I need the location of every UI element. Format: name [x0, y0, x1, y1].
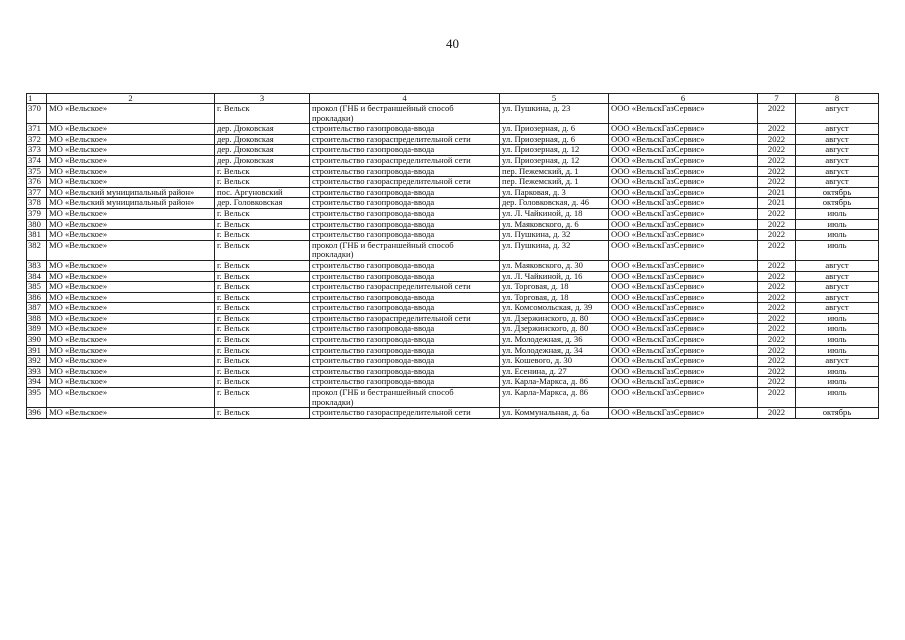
locality-cell: г. Вельск — [215, 408, 310, 419]
address-cell: ул. Молодежная, д. 34 — [500, 345, 609, 356]
municipality-cell: МО «Вельское» — [47, 155, 215, 166]
year-cell: 2022 — [758, 104, 796, 124]
row-number-cell: 371 — [27, 124, 47, 135]
row-number-cell: 376 — [27, 177, 47, 188]
row-number-cell: 377 — [27, 187, 47, 198]
address-cell: ул. Дзержинского, д. 80 — [500, 313, 609, 324]
year-cell: 2022 — [758, 282, 796, 293]
row-number-cell: 375 — [27, 166, 47, 177]
municipality-cell: МО «Вельское» — [47, 240, 215, 260]
table-row — [27, 230, 879, 241]
row-number-cell: 386 — [27, 292, 47, 303]
locality-cell: г. Вельск — [215, 292, 310, 303]
contractor-cell: ООО «ВельскГазСервис» — [609, 388, 758, 408]
page-number: 40 — [446, 36, 459, 51]
address-cell: ул. Молодежная, д. 36 — [500, 335, 609, 346]
work-type-cell: строительство газопровода-ввода — [310, 198, 500, 209]
municipality-cell: МО «Вельское» — [47, 219, 215, 230]
work-type-cell: строительство газопровода-ввода — [310, 208, 500, 219]
table-row — [27, 388, 879, 408]
column-number: 4 — [310, 94, 500, 104]
table-row — [27, 177, 879, 188]
contractor-cell: ООО «ВельскГазСервис» — [609, 335, 758, 346]
column-number-row — [27, 94, 879, 104]
address-cell: ул. Карла-Маркса, д. 86 — [500, 388, 609, 408]
month-cell: октябрь — [796, 408, 879, 419]
work-type-cell: строительство газораспределительной сети — [310, 282, 500, 293]
column-number: 1 — [27, 94, 47, 104]
municipality-cell: МО «Вельское» — [47, 303, 215, 314]
work-type-cell: строительство газопровода-ввода — [310, 345, 500, 356]
table-row — [27, 335, 879, 346]
locality-cell: дер. Дюковская — [215, 134, 310, 145]
table-row — [27, 282, 879, 293]
address-cell: ул. Комсомольская, д. 39 — [500, 303, 609, 314]
municipality-cell: МО «Вельское» — [47, 134, 215, 145]
municipality-cell: МО «Вельское» — [47, 271, 215, 282]
work-type-cell: строительство газопровода-ввода — [310, 303, 500, 314]
row-number-cell: 380 — [27, 219, 47, 230]
contractor-cell: ООО «ВельскГазСервис» — [609, 240, 758, 260]
address-cell: ул. Л. Чайкиной, д. 16 — [500, 271, 609, 282]
work-type-cell: прокол (ГНБ и бестраншейный способ прокладки) — [310, 388, 500, 408]
contractor-cell: ООО «ВельскГазСервис» — [609, 377, 758, 388]
year-cell: 2022 — [758, 335, 796, 346]
month-cell: август — [796, 104, 879, 124]
locality-cell: г. Вельск — [215, 166, 310, 177]
municipality-cell: МО «Вельское» — [47, 324, 215, 335]
month-cell: август — [796, 292, 879, 303]
month-cell: август — [796, 282, 879, 293]
month-cell: июль — [796, 219, 879, 230]
row-number-cell: 391 — [27, 345, 47, 356]
row-number-cell: 379 — [27, 208, 47, 219]
address-cell: ул. Дзержинского, д. 80 — [500, 324, 609, 335]
month-cell: август — [796, 303, 879, 314]
year-cell: 2022 — [758, 219, 796, 230]
year-cell: 2022 — [758, 356, 796, 367]
row-number-cell: 396 — [27, 408, 47, 419]
contractor-cell: ООО «ВельскГазСервис» — [609, 208, 758, 219]
contractor-cell: ООО «ВельскГазСервис» — [609, 145, 758, 156]
row-number-cell: 381 — [27, 230, 47, 241]
municipality-cell: МО «Вельский муниципальный район» — [47, 198, 215, 209]
year-cell: 2021 — [758, 198, 796, 209]
address-cell: ул. Приозерная, д. 6 — [500, 134, 609, 145]
work-type-cell: строительство газораспределительной сети — [310, 155, 500, 166]
year-cell: 2022 — [758, 124, 796, 135]
table-row — [27, 219, 879, 230]
table-row — [27, 104, 879, 124]
column-number: 5 — [500, 94, 609, 104]
row-number-cell: 389 — [27, 324, 47, 335]
contractor-cell: ООО «ВельскГазСервис» — [609, 345, 758, 356]
table-row — [27, 187, 879, 198]
locality-cell: г. Вельск — [215, 177, 310, 188]
work-type-cell: строительство газопровода-ввода — [310, 145, 500, 156]
column-number: 2 — [47, 94, 215, 104]
municipality-cell: МО «Вельское» — [47, 408, 215, 419]
address-cell: ул. Приозерная, д. 6 — [500, 124, 609, 135]
month-cell: июль — [796, 230, 879, 241]
municipality-cell: МО «Вельское» — [47, 208, 215, 219]
municipality-cell: МО «Вельский муниципальный район» — [47, 187, 215, 198]
year-cell: 2022 — [758, 388, 796, 408]
address-cell: ул. Карла-Маркса, д. 86 — [500, 377, 609, 388]
work-type-cell: прокол (ГНБ и бестраншейный способ прокладки) — [310, 104, 500, 124]
row-number-cell: 385 — [27, 282, 47, 293]
locality-cell: г. Вельск — [215, 230, 310, 241]
column-number: 6 — [609, 94, 758, 104]
contractor-cell: ООО «ВельскГазСервис» — [609, 282, 758, 293]
table-row — [27, 356, 879, 367]
locality-cell: пос. Аргуновский — [215, 187, 310, 198]
month-cell: июль — [796, 240, 879, 260]
address-cell: ул. Приозерная, д. 12 — [500, 145, 609, 156]
row-number-cell: 392 — [27, 356, 47, 367]
table-row — [27, 208, 879, 219]
address-cell: ул. Кошевого, д. 30 — [500, 356, 609, 367]
work-type-cell: строительство газораспределительной сети — [310, 177, 500, 188]
month-cell: июль — [796, 388, 879, 408]
year-cell: 2021 — [758, 187, 796, 198]
work-type-cell: строительство газопровода-ввода — [310, 377, 500, 388]
contractor-cell: ООО «ВельскГазСервис» — [609, 292, 758, 303]
column-number: 3 — [215, 94, 310, 104]
locality-cell: дер. Дюковская — [215, 155, 310, 166]
locality-cell: г. Вельск — [215, 313, 310, 324]
month-cell: август — [796, 166, 879, 177]
work-type-cell: строительство газопровода-ввода — [310, 230, 500, 241]
row-number-cell: 388 — [27, 313, 47, 324]
year-cell: 2022 — [758, 134, 796, 145]
municipality-cell: МО «Вельское» — [47, 230, 215, 241]
contractor-cell: ООО «ВельскГазСервис» — [609, 271, 758, 282]
table-row — [27, 292, 879, 303]
year-cell: 2022 — [758, 166, 796, 177]
address-cell: ул. Маяковского, д. 30 — [500, 260, 609, 271]
municipality-cell: МО «Вельское» — [47, 177, 215, 188]
municipality-cell: МО «Вельское» — [47, 356, 215, 367]
contractor-cell: ООО «ВельскГазСервис» — [609, 134, 758, 145]
row-number-cell: 370 — [27, 104, 47, 124]
address-cell: ул. Пушкина, д. 32 — [500, 240, 609, 260]
month-cell: июль — [796, 208, 879, 219]
municipality-cell: МО «Вельское» — [47, 124, 215, 135]
month-cell: август — [796, 177, 879, 188]
table-row — [27, 324, 879, 335]
table-row — [27, 260, 879, 271]
row-number-cell: 387 — [27, 303, 47, 314]
locality-cell: г. Вельск — [215, 208, 310, 219]
table-row — [27, 345, 879, 356]
table-body — [27, 94, 879, 419]
municipality-cell: МО «Вельское» — [47, 313, 215, 324]
month-cell: август — [796, 271, 879, 282]
municipality-cell: МО «Вельское» — [47, 345, 215, 356]
year-cell: 2022 — [758, 230, 796, 241]
month-cell: август — [796, 145, 879, 156]
month-cell: июль — [796, 324, 879, 335]
locality-cell: дер. Дюковская — [215, 145, 310, 156]
contractor-cell: ООО «ВельскГазСервис» — [609, 324, 758, 335]
year-cell: 2022 — [758, 408, 796, 419]
table-row — [27, 271, 879, 282]
table-row — [27, 198, 879, 209]
year-cell: 2022 — [758, 303, 796, 314]
locality-cell: г. Вельск — [215, 345, 310, 356]
locality-cell: г. Вельск — [215, 219, 310, 230]
year-cell: 2022 — [758, 324, 796, 335]
month-cell: август — [796, 260, 879, 271]
year-cell: 2022 — [758, 145, 796, 156]
locality-cell: дер. Дюковская — [215, 124, 310, 135]
contractor-cell: ООО «ВельскГазСервис» — [609, 124, 758, 135]
contractor-cell: ООО «ВельскГазСервис» — [609, 166, 758, 177]
work-type-cell: строительство газопровода-ввода — [310, 335, 500, 346]
month-cell: август — [796, 356, 879, 367]
year-cell: 2022 — [758, 366, 796, 377]
month-cell: июль — [796, 377, 879, 388]
address-cell: ул. Торговая, д. 18 — [500, 292, 609, 303]
municipality-cell: МО «Вельское» — [47, 377, 215, 388]
month-cell: июль — [796, 345, 879, 356]
address-cell: ул. Пушкина, д. 32 — [500, 230, 609, 241]
row-number-cell: 373 — [27, 145, 47, 156]
contractor-cell: ООО «ВельскГазСервис» — [609, 313, 758, 324]
row-number-cell: 374 — [27, 155, 47, 166]
contractor-cell: ООО «ВельскГазСервис» — [609, 356, 758, 367]
table-row — [27, 166, 879, 177]
table-row — [27, 313, 879, 324]
table-row — [27, 408, 879, 419]
municipality-cell: МО «Вельское» — [47, 282, 215, 293]
work-type-cell: строительство газопровода-ввода — [310, 219, 500, 230]
address-cell: ул. Маяковского, д. 6 — [500, 219, 609, 230]
locality-cell: г. Вельск — [215, 271, 310, 282]
year-cell: 2022 — [758, 177, 796, 188]
work-type-cell: строительство газопровода-ввода — [310, 271, 500, 282]
table-row — [27, 124, 879, 135]
year-cell: 2022 — [758, 208, 796, 219]
municipality-cell: МО «Вельское» — [47, 366, 215, 377]
month-cell: июль — [796, 366, 879, 377]
locality-cell: г. Вельск — [215, 260, 310, 271]
locality-cell: г. Вельск — [215, 335, 310, 346]
work-type-cell: строительство газораспределительной сети — [310, 408, 500, 419]
locality-cell: дер. Головковская — [215, 198, 310, 209]
contractor-cell: ООО «ВельскГазСервис» — [609, 366, 758, 377]
contractor-cell: ООО «ВельскГазСервис» — [609, 177, 758, 188]
row-number-cell: 382 — [27, 240, 47, 260]
month-cell: октябрь — [796, 198, 879, 209]
year-cell: 2022 — [758, 313, 796, 324]
work-type-cell: строительство газопровода-ввода — [310, 166, 500, 177]
work-type-cell: строительство газопровода-ввода — [310, 124, 500, 135]
table-row — [27, 145, 879, 156]
column-number: 8 — [796, 94, 879, 104]
work-type-cell: строительство газопровода-ввода — [310, 292, 500, 303]
address-cell: дер. Головковская, д. 46 — [500, 198, 609, 209]
month-cell: август — [796, 134, 879, 145]
month-cell: август — [796, 155, 879, 166]
locality-cell: г. Вельск — [215, 240, 310, 260]
table-row — [27, 240, 879, 260]
table-row — [27, 377, 879, 388]
municipality-cell: МО «Вельское» — [47, 292, 215, 303]
month-cell: октябрь — [796, 187, 879, 198]
row-number-cell: 390 — [27, 335, 47, 346]
contractor-cell: ООО «ВельскГазСервис» — [609, 187, 758, 198]
year-cell: 2022 — [758, 377, 796, 388]
contractor-cell: ООО «ВельскГазСервис» — [609, 104, 758, 124]
year-cell: 2022 — [758, 155, 796, 166]
municipality-cell: МО «Вельское» — [47, 388, 215, 408]
address-cell: ул. Торговая, д. 18 — [500, 282, 609, 293]
contractor-cell: ООО «ВельскГазСервис» — [609, 155, 758, 166]
locality-cell: г. Вельск — [215, 356, 310, 367]
address-cell: ул. Л. Чайкиной, д. 18 — [500, 208, 609, 219]
work-type-cell: строительство газопровода-ввода — [310, 324, 500, 335]
contractor-cell: ООО «ВельскГазСервис» — [609, 260, 758, 271]
work-type-cell: строительство газораспределительной сети — [310, 313, 500, 324]
locality-cell: г. Вельск — [215, 104, 310, 124]
address-cell: ул. Парковая, д. 3 — [500, 187, 609, 198]
municipality-cell: МО «Вельское» — [47, 166, 215, 177]
work-type-cell: строительство газопровода-ввода — [310, 366, 500, 377]
column-number: 7 — [758, 94, 796, 104]
address-cell: ул. Пушкина, д. 23 — [500, 104, 609, 124]
municipality-cell: МО «Вельское» — [47, 104, 215, 124]
work-type-cell: строительство газопровода-ввода — [310, 187, 500, 198]
year-cell: 2022 — [758, 271, 796, 282]
table-row — [27, 366, 879, 377]
locality-cell: г. Вельск — [215, 324, 310, 335]
row-number-cell: 384 — [27, 271, 47, 282]
work-type-cell: строительство газопровода-ввода — [310, 356, 500, 367]
municipality-cell: МО «Вельское» — [47, 260, 215, 271]
municipality-cell: МО «Вельское» — [47, 335, 215, 346]
contractor-cell: ООО «ВельскГазСервис» — [609, 408, 758, 419]
row-number-cell: 372 — [27, 134, 47, 145]
work-type-cell: строительство газораспределительной сети — [310, 134, 500, 145]
address-cell: пер. Пежемский, д. 1 — [500, 177, 609, 188]
row-number-cell: 393 — [27, 366, 47, 377]
locality-cell: г. Вельск — [215, 366, 310, 377]
locality-cell: г. Вельск — [215, 388, 310, 408]
table-row — [27, 134, 879, 145]
work-type-cell: прокол (ГНБ и бестраншейный способ прокладки) — [310, 240, 500, 260]
month-cell: июль — [796, 335, 879, 346]
locality-cell: г. Вельск — [215, 303, 310, 314]
year-cell: 2022 — [758, 292, 796, 303]
year-cell: 2022 — [758, 240, 796, 260]
table-row — [27, 303, 879, 314]
municipality-cell: МО «Вельское» — [47, 145, 215, 156]
address-cell: ул. Есенина, д. 27 — [500, 366, 609, 377]
table-row — [27, 155, 879, 166]
contractor-cell: ООО «ВельскГазСервис» — [609, 303, 758, 314]
month-cell: август — [796, 124, 879, 135]
row-number-cell: 383 — [27, 260, 47, 271]
month-cell: июль — [796, 313, 879, 324]
year-cell: 2022 — [758, 345, 796, 356]
locality-cell: г. Вельск — [215, 282, 310, 293]
address-cell: пер. Пежемский, д. 1 — [500, 166, 609, 177]
row-number-cell: 394 — [27, 377, 47, 388]
contractor-cell: ООО «ВельскГазСервис» — [609, 198, 758, 209]
contractor-cell: ООО «ВельскГазСервис» — [609, 230, 758, 241]
row-number-cell: 378 — [27, 198, 47, 209]
address-cell: ул. Коммунальная, д. 6а — [500, 408, 609, 419]
works-table — [26, 93, 879, 419]
locality-cell: г. Вельск — [215, 377, 310, 388]
year-cell: 2022 — [758, 260, 796, 271]
row-number-cell: 395 — [27, 388, 47, 408]
work-type-cell: строительство газопровода-ввода — [310, 260, 500, 271]
contractor-cell: ООО «ВельскГазСервис» — [609, 219, 758, 230]
address-cell: ул. Приозерная, д. 12 — [500, 155, 609, 166]
